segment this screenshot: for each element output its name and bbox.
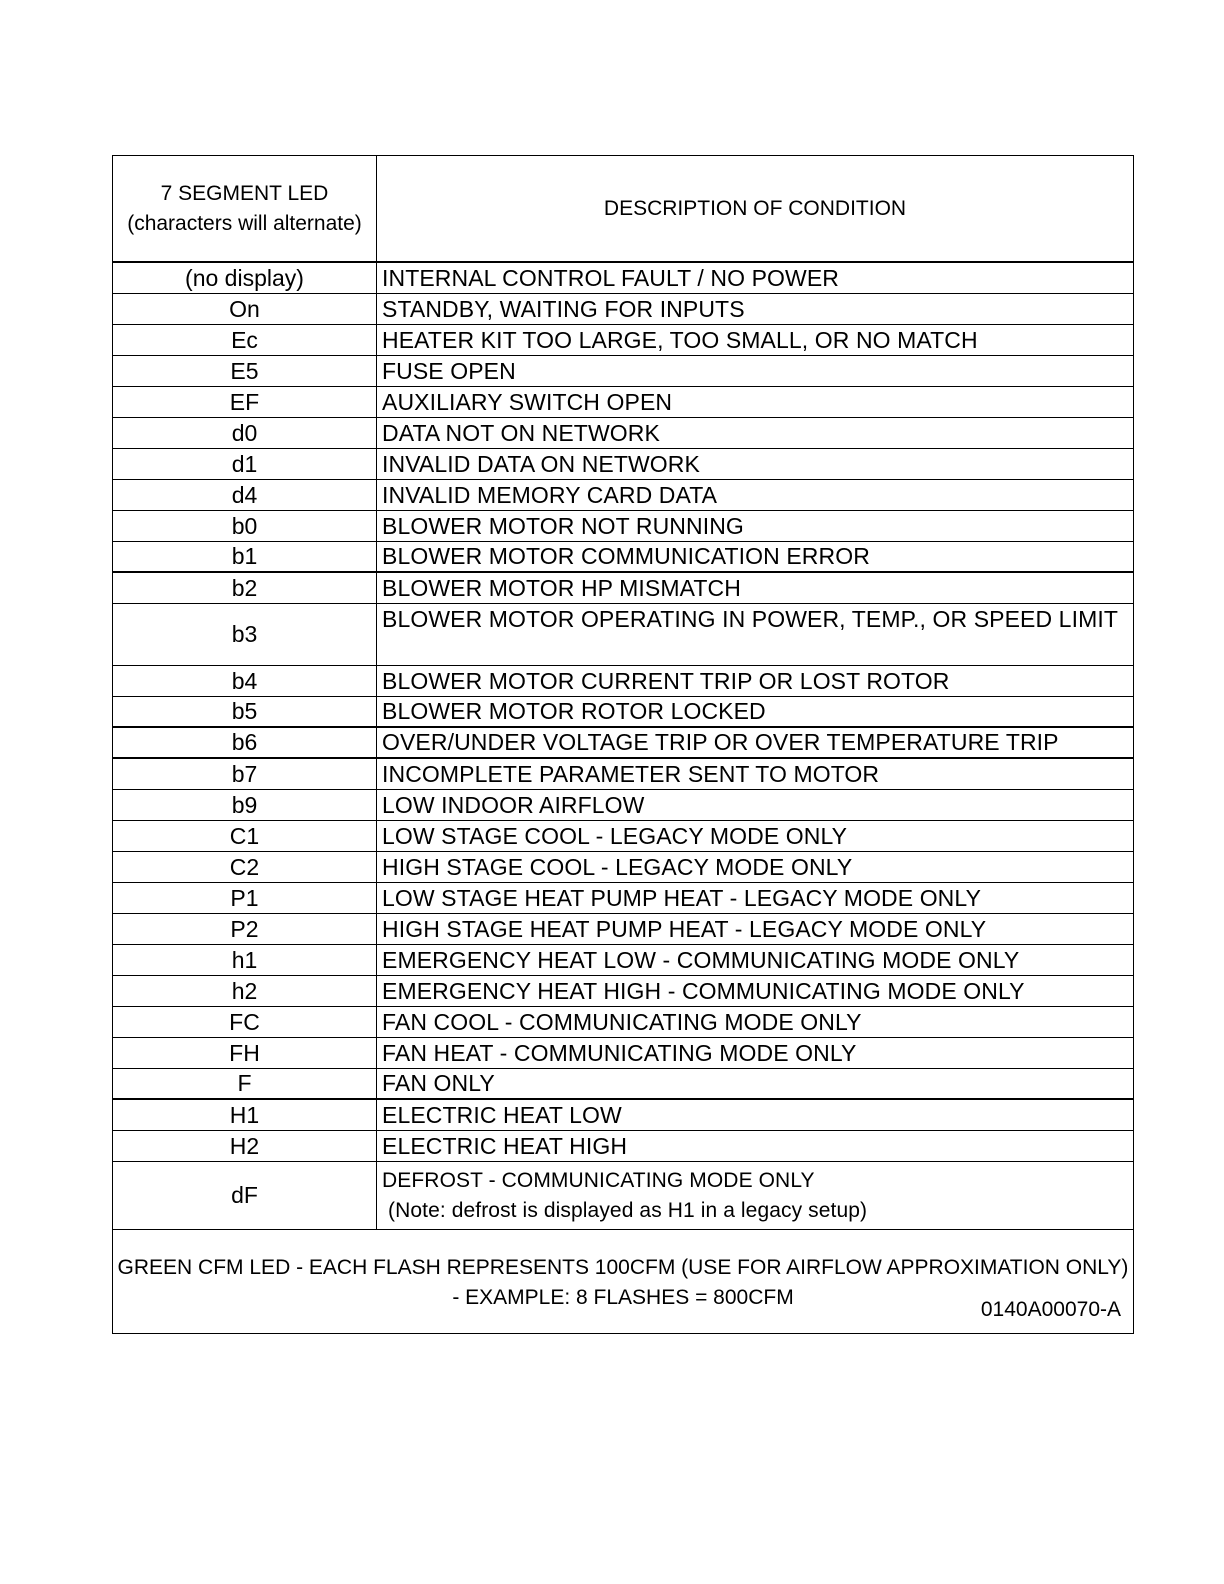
condition-description-cell [377, 1162, 1133, 1229]
condition-description-cell: INVALID DATA ON NETWORK [382, 450, 700, 477]
table-row [113, 604, 1133, 666]
header-code-subtitle: (characters will alternate) [127, 211, 362, 235]
led-code-cell: C1 [113, 821, 377, 851]
table-row [113, 976, 1133, 1007]
condition-description-cell: HIGH STAGE COOL - LEGACY MODE ONLY [382, 853, 853, 880]
led-code-cell: b2 [113, 573, 377, 603]
header-code-title: 7 SEGMENT LED [160, 181, 329, 205]
led-code-cell: b7 [113, 759, 377, 789]
table-row [113, 418, 1133, 449]
condition-description-cell: LOW STAGE COOL - LEGACY MODE ONLY [382, 822, 848, 849]
header-code-column [113, 156, 377, 261]
table-row [113, 1100, 1133, 1131]
condition-description-cell: EMERGENCY HEAT LOW - COMMUNICATING MODE ONLY [382, 946, 1020, 973]
led-code-cell: b0 [113, 511, 377, 541]
condition-description-cell: FAN HEAT - COMMUNICATING MODE ONLY [382, 1039, 857, 1066]
led-code-cell: h1 [113, 945, 377, 975]
led-code-cell: h2 [113, 976, 377, 1006]
condition-note-text: (Note: defrost is displayed as H1 in a legacy setup) [388, 1198, 868, 1222]
condition-description-cell: HEATER KIT TOO LARGE, TOO SMALL, OR NO MATCH [382, 326, 978, 353]
table-row [113, 573, 1133, 604]
condition-description-cell: ELECTRIC HEAT HIGH [382, 1132, 628, 1159]
condition-description-cell: HIGH STAGE HEAT PUMP HEAT - LEGACY MODE ONLY [382, 915, 987, 942]
led-code-cell: b6 [113, 728, 377, 757]
led-code-cell: C2 [113, 852, 377, 882]
condition-description-text: DEFROST - COMMUNICATING MODE ONLY [382, 1168, 815, 1192]
condition-description-cell: BLOWER MOTOR HP MISMATCH [382, 574, 741, 601]
table-row [113, 790, 1133, 821]
condition-description-cell: BLOWER MOTOR NOT RUNNING [382, 512, 744, 539]
led-code-cell: EF [113, 387, 377, 417]
table-row [113, 1131, 1133, 1162]
condition-description-cell: ELECTRIC HEAT LOW [382, 1101, 622, 1128]
condition-description-cell: BLOWER MOTOR OPERATING IN POWER, TEMP., OR SPEED LIMIT [382, 606, 1118, 632]
table-body [113, 263, 1133, 1230]
table-row [113, 1069, 1133, 1100]
led-code-cell: d0 [113, 418, 377, 448]
table-row [113, 759, 1133, 790]
condition-description-cell: FAN ONLY [382, 1070, 495, 1096]
condition-description-cell: INTERNAL CONTROL FAULT / NO POWER [382, 264, 839, 291]
table-row [113, 294, 1133, 325]
table-row [113, 1038, 1133, 1069]
led-code-cell: On [113, 294, 377, 324]
condition-description-cell: FAN COOL - COMMUNICATING MODE ONLY [382, 1008, 862, 1035]
condition-description-cell: BLOWER MOTOR ROTOR LOCKED [382, 698, 766, 724]
led-code-table [112, 155, 1134, 1334]
table-row [113, 945, 1133, 976]
table-row [113, 852, 1133, 883]
led-code-cell: E5 [113, 356, 377, 386]
table-row [113, 1007, 1133, 1038]
condition-description-cell: FUSE OPEN [382, 357, 516, 384]
led-code-cell: dF [113, 1162, 377, 1229]
condition-description-cell: DATA NOT ON NETWORK [382, 419, 660, 446]
condition-description-cell: EMERGENCY HEAT HIGH - COMMUNICATING MODE ONLY [382, 977, 1025, 1004]
led-code-cell: Ec [113, 325, 377, 355]
led-code-cell: P1 [113, 883, 377, 913]
condition-description-cell: OVER/UNDER VOLTAGE TRIP OR OVER TEMPERATURE TRIP [382, 729, 1059, 755]
condition-description-cell: BLOWER MOTOR COMMUNICATION ERROR [382, 543, 870, 569]
led-code-cell: b3 [113, 604, 377, 665]
led-code-cell: FC [113, 1007, 377, 1037]
table-row [113, 511, 1133, 542]
header-description-title: DESCRIPTION OF CONDITION [603, 196, 907, 220]
led-code-cell: F [113, 1069, 377, 1098]
led-code-cell: H1 [113, 1100, 377, 1130]
table-row [113, 263, 1133, 294]
table-row [113, 1162, 1133, 1230]
table-row [113, 387, 1133, 418]
table-row [113, 728, 1133, 759]
table-row [113, 697, 1133, 728]
table-row [113, 666, 1133, 697]
led-code-cell: H2 [113, 1131, 377, 1161]
table-row [113, 356, 1133, 387]
led-code-cell: d4 [113, 480, 377, 510]
condition-description-cell: AUXILIARY SWITCH OPEN [382, 388, 673, 415]
table-row [113, 821, 1133, 852]
led-code-cell: b1 [113, 542, 377, 571]
led-code-cell: FH [113, 1038, 377, 1068]
led-code-cell: b4 [113, 666, 377, 696]
condition-description-cell: BLOWER MOTOR CURRENT TRIP OR LOST ROTOR [382, 667, 950, 694]
table-footer [113, 1233, 1133, 1333]
table-row [113, 325, 1133, 356]
table-row [113, 542, 1133, 573]
led-code-cell: b9 [113, 790, 377, 820]
table-row [113, 883, 1133, 914]
led-code-cell: b5 [113, 697, 377, 726]
led-code-cell: P2 [113, 914, 377, 944]
condition-description-cell: INVALID MEMORY CARD DATA [382, 481, 718, 508]
condition-description-cell: STANDBY, WAITING FOR INPUTS [382, 295, 745, 322]
document-code: 0140A00070-A [980, 1298, 1121, 1321]
table-row [113, 914, 1133, 945]
led-code-cell: d1 [113, 449, 377, 479]
table-header [113, 156, 1133, 263]
condition-description-cell: INCOMPLETE PARAMETER SENT TO MOTOR [382, 760, 880, 787]
condition-description-cell: LOW STAGE HEAT PUMP HEAT - LEGACY MODE ONLY [382, 884, 982, 911]
table-row [113, 449, 1133, 480]
led-code-cell: (no display) [113, 263, 377, 293]
table-row [113, 480, 1133, 511]
footer-note: GREEN CFM LED - EACH FLASH REPRESENTS 100CFM (USE FOR AIRFLOW APPROXIMATION ONLY) - EXAMPLE: 8 FLASHES = 800CFM [117, 1256, 1129, 1309]
condition-description-cell: LOW INDOOR AIRFLOW [382, 791, 645, 818]
header-description-column [377, 156, 1133, 261]
